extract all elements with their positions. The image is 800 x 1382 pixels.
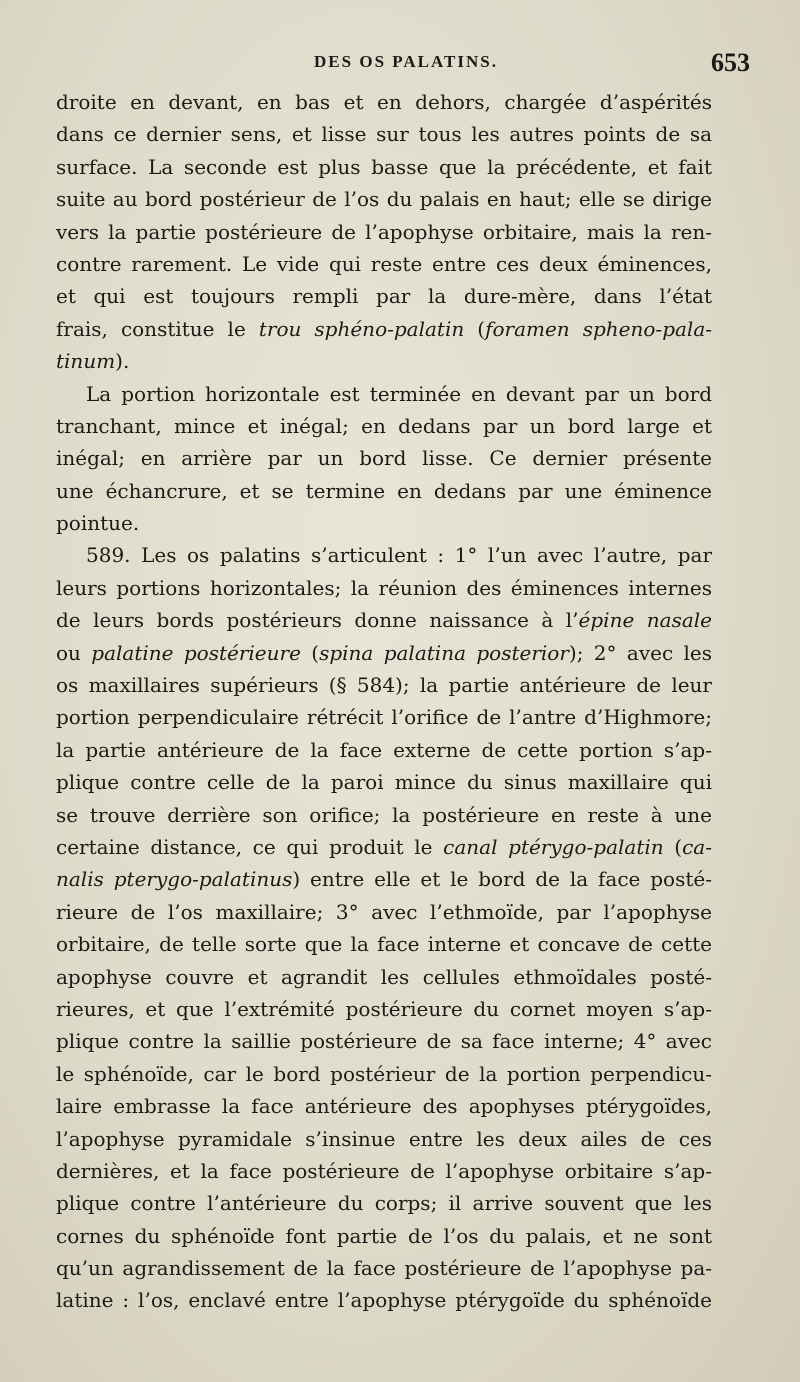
- text-line: [56, 183, 712, 215]
- text-line: [56, 734, 712, 766]
- text-line: [56, 1123, 712, 1155]
- text-run: qu’un agrandissement de la face postérieure de l’apophyse pa-: [56, 1256, 712, 1281]
- text-run: plique contre l’antérieure du corps; il arrive souvent que les: [56, 1191, 712, 1216]
- text-run: dans ce dernier sens, et lisse sur tous les autres points de sa: [56, 122, 712, 147]
- text-line: [56, 993, 712, 1025]
- text-line: [56, 378, 712, 410]
- text-line: [56, 313, 712, 345]
- text-line: [56, 1025, 712, 1057]
- text-line: [56, 216, 712, 248]
- text-run: orbitaire, de telle sorte que la face interne et concave de cette: [56, 932, 712, 957]
- text-run: ); 2° avec les: [568, 640, 713, 665]
- text-run: cornes du sphénoïde font partie de l’os du palais, et ne sont: [56, 1223, 712, 1248]
- text-line: [56, 1155, 712, 1187]
- text-run: vers la partie postérieure de l’apophyse orbitaire, mais la ren-: [56, 219, 712, 244]
- text-run: latine : l’os, enclavé entre l’apophyse ptérygoïde du sphénoïde: [56, 1288, 712, 1313]
- text-line: [56, 1090, 712, 1122]
- running-head: [56, 48, 756, 88]
- italic-term: épine nasale: [578, 608, 712, 633]
- text-run: rieures, et que l’extrémité postérieure du cornet moyen s’ap-: [56, 996, 712, 1021]
- text-line: [56, 961, 712, 993]
- text-line: [56, 604, 712, 636]
- text-line: [56, 410, 712, 442]
- text-line: [56, 475, 712, 507]
- text-line: [56, 1284, 712, 1316]
- text-run: plique contre la saillie postérieure de sa face interne; 4° avec: [56, 1029, 712, 1054]
- text-run: pointue.: [56, 511, 140, 536]
- italic-term: canal ptérygo-palatin: [443, 834, 664, 859]
- italic-term: trou sphéno-palatin: [258, 316, 465, 341]
- text-run: et qui est toujours rempli par la dure-mère, dans l’état: [56, 284, 712, 309]
- text-run: (: [663, 834, 683, 859]
- italic-term: nalis pterygo-palatinus: [56, 867, 293, 892]
- italic-term: spina palatina posterior: [319, 640, 569, 665]
- text-line: [56, 896, 712, 928]
- text-line: [56, 799, 712, 831]
- text-run: de leurs bords postérieurs donne naissance à l’: [56, 608, 579, 633]
- text-run: certaine distance, ce qui produit le: [56, 834, 444, 859]
- text-run: rieure de l’os maxillaire; 3° avec l’ethmoïde, par l’apophyse: [56, 899, 712, 924]
- text-line: [56, 1220, 712, 1252]
- running-title: DES OS PALATINS.: [314, 52, 498, 71]
- text-run: inégal; en arrière par un bord lisse. Ce dernier présente: [56, 446, 712, 471]
- text-line: [56, 637, 712, 669]
- text-run: laire embrasse la face antérieure des apophyses ptérygoïdes,: [56, 1094, 712, 1119]
- text-run: une échancrure, et se termine en dedans par une éminence: [56, 478, 712, 503]
- text-run: l’apophyse pyramidale s’insinue entre les deux ailes de ces: [56, 1126, 712, 1151]
- text-run: ou: [56, 640, 92, 665]
- text-run: apophyse couvre et agrandit les cellules ethmoïdales posté-: [56, 964, 712, 989]
- italic-term: ca-: [682, 834, 712, 859]
- text-line: [56, 539, 712, 571]
- text-line: [56, 118, 712, 150]
- italic-term: tinum: [56, 349, 116, 374]
- text-line: [56, 928, 712, 960]
- text-line: [56, 280, 712, 312]
- body-text: [56, 86, 712, 1317]
- text-run: (: [300, 640, 320, 665]
- text-line: [56, 701, 712, 733]
- text-line: [56, 507, 712, 539]
- text-run: tranchant, mince et inégal; en dedans par un bord large et: [56, 413, 712, 438]
- text-line: [56, 248, 712, 280]
- text-line: [56, 1252, 712, 1284]
- text-run: ).: [115, 349, 130, 374]
- text-run: le sphénoïde, car le bord postérieur de la portion perpendicu-: [56, 1061, 712, 1086]
- text-run: contre rarement. Le vide qui reste entre ces deux éminences,: [56, 251, 712, 276]
- text-run: leurs portions horizontales; la réunion des éminences internes: [56, 575, 712, 600]
- text-run: dernières, et la face postérieure de l’apophyse orbitaire s’ap-: [56, 1158, 712, 1183]
- text-run: se trouve derrière son orifice; la postérieure en reste à une: [56, 802, 712, 827]
- text-run: 589. Les os palatins s’articulent : 1° l’un avec l’autre, par: [86, 543, 712, 568]
- page-number: 653: [711, 48, 750, 77]
- text-run: portion perpendiculaire rétrécit l’orifice de l’antre d’Highmore;: [56, 705, 712, 730]
- text-line: [56, 766, 712, 798]
- text-line: [56, 1058, 712, 1090]
- text-line: [56, 151, 712, 183]
- text-line: [56, 1187, 712, 1219]
- text-line: [56, 863, 712, 895]
- italic-term: palatine postérieure: [91, 640, 301, 665]
- text-line: [56, 572, 712, 604]
- text-run: suite au bord postérieur de l’os du palais en haut; elle se dirige: [56, 187, 712, 212]
- text-run: plique contre celle de la paroi mince du sinus maxillaire qui: [56, 770, 712, 795]
- text-run: surface. La seconde est plus basse que la précédente, et fait: [56, 154, 712, 179]
- text-run: ) entre elle et le bord de la face posté-: [292, 867, 712, 892]
- text-run: (: [464, 316, 486, 341]
- text-run: droite en devant, en bas et en dehors, chargée d’aspérités: [56, 90, 712, 114]
- text-run: frais, constitue le: [56, 316, 259, 341]
- text-run: la partie antérieure de la face externe de cette portion s’ap-: [56, 737, 712, 762]
- text-line: [56, 86, 712, 118]
- text-line: [56, 345, 712, 377]
- text-line: [56, 831, 712, 863]
- italic-term: foramen spheno-pala-: [485, 316, 712, 341]
- text-line: [56, 442, 712, 474]
- text-run: os maxillaires supérieurs (§ 584); la partie antérieure de leur: [56, 673, 712, 698]
- text-run: La portion horizontale est terminée en devant par un bord: [86, 381, 712, 406]
- text-line: [56, 669, 712, 701]
